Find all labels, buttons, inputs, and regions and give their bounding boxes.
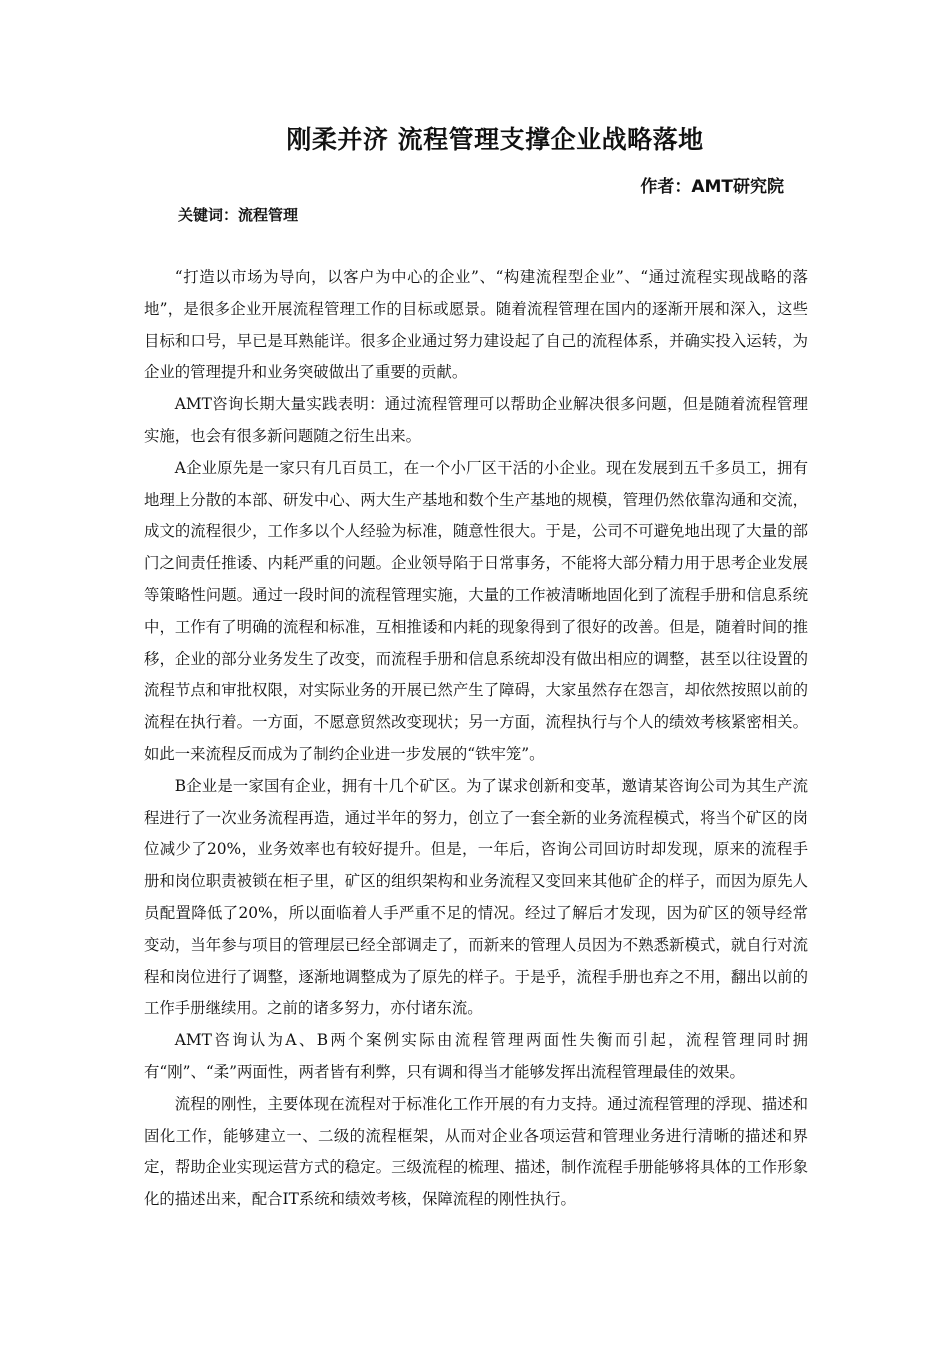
paragraph: A企业原先是一家只有几百员工，在一个小厂区干活的小企业。现在发展到五千多员工，拥有地理上分散的本部、研发中心、两大生产基地和数个生产基地的规模，管理仍然依靠沟通和交流，成文的流程很少，工作多以个人经验为标准，随意性很大。于是，公司不可避免地出现了大量的部门之间责任推诿、内耗严重的问题。企业领导陷于日常事务，不能将大部分精力用于思考企业发展等策略性问题。通过一段时间的流程管理实施，大量的工作被清晰地固化到了流程手册和信息系统中，工作有了明确的流程和标准，互相推诿和内耗的现象得到了很好的改善。但是，随着时间的推移，企业的部分业务发生了改变，而流程手册和信息系统却没有做出相应的调整，甚至以往设置的流程节点和审批权限，对实际业务的开展已然产生了障碍，大家虽然存在怨言，却依然按照以前的流程在执行着。一方面，不愿意贸然改变现状；另一方面，流程执行与个人的绩效考核紧密相关。如此一来流程反而成为了制约企业进一步发展的“铁牢笼”。 xyxy=(144,458,808,763)
document-title: 刚柔并济 流程管理支撑企业战略落地 xyxy=(286,125,704,154)
paragraph: B企业是一家国有企业，拥有十几个矿区。为了谋求创新和变革，邀请某咨询公司为其生产流程进行了一次业务流程再造，通过半年的努力，创立了一套全新的业务流程模式，将当个矿区的岗位减少了20%，业务效率也有较好提升。但是，一年后，咨询公司回访时却发现，原来的流程手册和岗位职责被锁在柜子里，矿区的组织架构和业务流程又变回来其他矿企的样子，而因为原先人员配置降低了20%，所以面临着人手严重不足的情况。经过了解后才发现，因为矿区的领导经常变动，当年参与项目的管理层已经全部调走了，而新来的管理人员因为不熟悉新模式，就自行对流程和岗位进行了调整，逐渐地调整成为了原先的样子。于是乎，流程手册也弃之不用，翻出以前的工作手册继续用。之前的诸多努力，亦付诸东流。 xyxy=(144,776,808,1018)
paragraph: AMT咨询认为A、B两个案例实际由流程管理两面性失衡而引起，流程管理同时拥有“刚”、“柔”两面性，两者皆有利弊，只有调和得当才能够发挥出流程管理最佳的效果。 xyxy=(144,1031,808,1081)
document-keywords: 关键词：流程管理 xyxy=(178,206,299,224)
paragraph: “打造以市场为导向，以客户为中心的企业”、“构建流程型企业”、“通过流程实现战略的落地”，是很多企业开展流程管理工作的目标或愿景。随着流程管理在国内的逐渐开展和深入，这些目标和口号，早已是耳熟能详。很多企业通过努力建设起了自己的流程体系，并确实投入运转，为企业的管理提升和业务突破做出了重要的贡献。 xyxy=(144,268,808,382)
paragraph: 流程的刚性，主要体现在流程对于标准化工作开展的有力支持。通过流程管理的浮现、描述和固化工作，能够建立一、二级的流程框架，从而对企业各项运营和管理业务进行清晰的描述和界定，帮助企业实现运营方式的稳定。三级流程的梳理、描述，制作流程手册能够将具体的工作形象化的描述出来，配合IT系统和绩效考核，保障流程的刚性执行。 xyxy=(144,1094,808,1209)
paragraph: AMT咨询长期大量实践表明：通过流程管理可以帮助企业解决很多问题，但是随着流程管理实施，也会有很多新问题随之衍生出来。 xyxy=(144,395,808,445)
document-body xyxy=(144,262,808,1216)
document-author: 作者：AMT研究院 xyxy=(640,177,784,197)
